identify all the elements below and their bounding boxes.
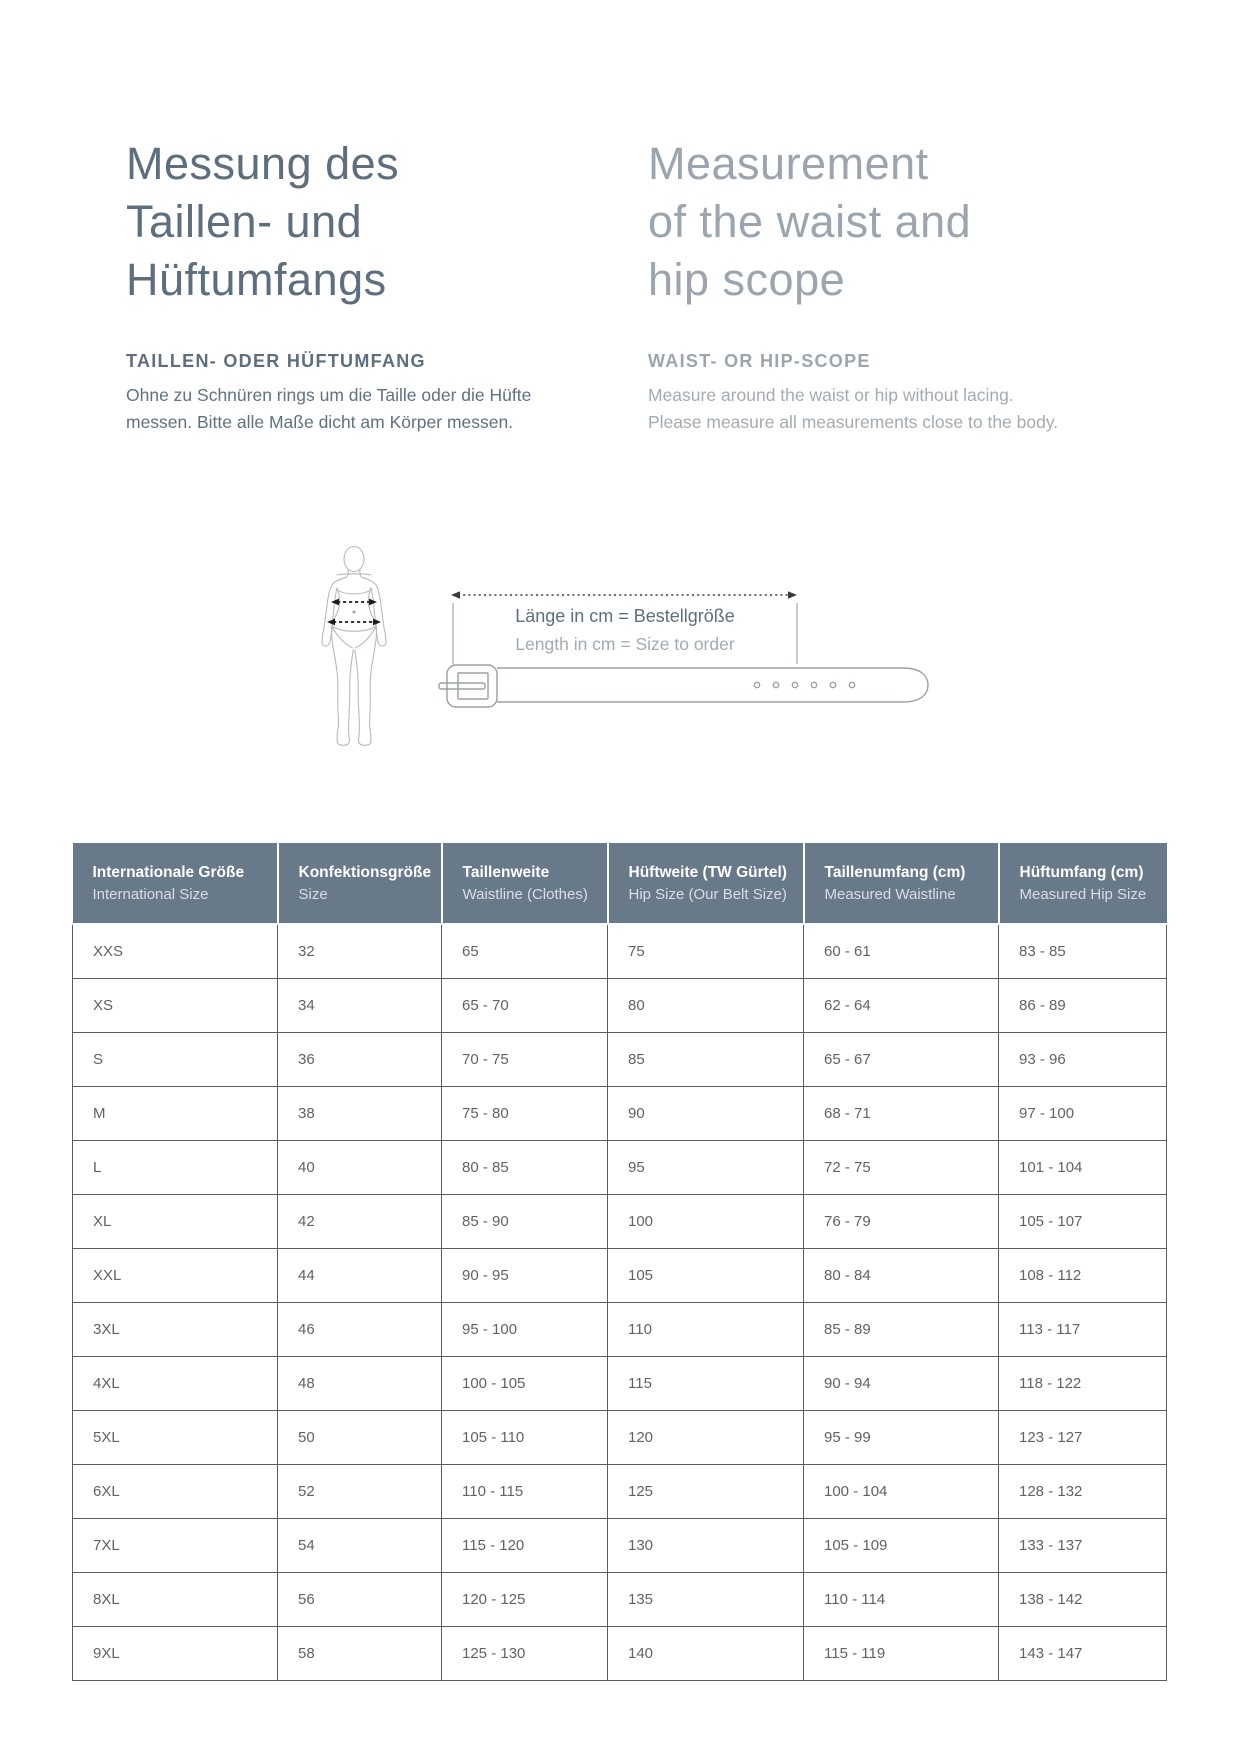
table-cell: 113 - 117	[999, 1303, 1167, 1357]
table-cell: 54	[278, 1519, 442, 1573]
table-cell: 48	[278, 1357, 442, 1411]
table-cell: 38	[278, 1087, 442, 1141]
table-cell: 133 - 137	[999, 1519, 1167, 1573]
table-cell: 6XL	[73, 1465, 278, 1519]
table-cell: 3XL	[73, 1303, 278, 1357]
table-cell: 110 - 115	[442, 1465, 608, 1519]
table-row	[73, 1573, 1167, 1627]
table-cell: 115 - 120	[442, 1519, 608, 1573]
subtitle-de: TAILLEN- ODER HÜFTUMFANG	[126, 351, 426, 371]
table-row	[73, 1195, 1167, 1249]
intro-english	[648, 135, 1118, 436]
page-title-en	[648, 135, 1118, 309]
table-cell: 85 - 89	[804, 1303, 999, 1357]
title-line: of the waist and	[648, 196, 972, 247]
table-cell: 138 - 142	[999, 1573, 1167, 1627]
body-line: Please measure all measurements close to the body.	[648, 412, 1059, 432]
table-cell: 65 - 70	[442, 979, 608, 1033]
belt-label-en: Length in cm = Size to order	[515, 634, 735, 654]
size-table	[72, 843, 1167, 1681]
title-line: Measurement	[648, 138, 929, 189]
table-cell: 85 - 90	[442, 1195, 608, 1249]
table-cell: 40	[278, 1141, 442, 1195]
intro-german	[126, 135, 596, 436]
table-cell: 101 - 104	[999, 1141, 1167, 1195]
table-cell: 46	[278, 1303, 442, 1357]
table-row	[73, 1465, 1167, 1519]
table-cell: 90 - 95	[442, 1249, 608, 1303]
table-cell: 105	[608, 1249, 804, 1303]
table-cell: 125	[608, 1465, 804, 1519]
table-cell: 32	[278, 924, 442, 979]
title-line: Taillen- und	[126, 196, 363, 247]
table-cell: 7XL	[73, 1519, 278, 1573]
table-cell: 62 - 64	[804, 979, 999, 1033]
table-cell: 86 - 89	[999, 979, 1167, 1033]
table-cell: S	[73, 1033, 278, 1087]
table-cell: 143 - 147	[999, 1627, 1167, 1681]
belt-label-de: Länge in cm = Bestellgröße	[515, 606, 735, 626]
table-cell: 60 - 61	[804, 924, 999, 979]
table-cell: 75 - 80	[442, 1087, 608, 1141]
table-cell: XXS	[73, 924, 278, 979]
table-cell: XL	[73, 1195, 278, 1249]
table-cell: 50	[278, 1411, 442, 1465]
title-line: Messung des	[126, 138, 400, 189]
header-cell-size: Konfektionsgröße Size	[278, 843, 442, 924]
body-text-en	[648, 382, 1118, 436]
table-cell: 56	[278, 1573, 442, 1627]
table-cell: 70 - 75	[442, 1033, 608, 1087]
table-cell: 34	[278, 979, 442, 1033]
title-line: hip scope	[648, 254, 846, 305]
table-cell: 83 - 85	[999, 924, 1167, 979]
page-title-de	[126, 135, 596, 309]
table-cell: 110	[608, 1303, 804, 1357]
table-cell: XS	[73, 979, 278, 1033]
table-cell: 110 - 114	[804, 1573, 999, 1627]
header-cell-measured-hip-size: Hüftumfang (cm) Measured Hip Size	[999, 843, 1167, 924]
table-cell: 100 - 105	[442, 1357, 608, 1411]
table-cell: 130	[608, 1519, 804, 1573]
table-cell: 105 - 107	[999, 1195, 1167, 1249]
table-cell: 8XL	[73, 1573, 278, 1627]
table-cell: 65	[442, 924, 608, 979]
table-cell: 85	[608, 1033, 804, 1087]
table-cell: 125 - 130	[442, 1627, 608, 1681]
title-line: Hüftumfangs	[126, 254, 387, 305]
table-row	[73, 1249, 1167, 1303]
table-header-row	[73, 843, 1167, 924]
table-row	[73, 1357, 1167, 1411]
table-cell: 140	[608, 1627, 804, 1681]
table-cell: 135	[608, 1573, 804, 1627]
table-row	[73, 1141, 1167, 1195]
table-cell: 80 - 85	[442, 1141, 608, 1195]
table-cell: 90 - 94	[804, 1357, 999, 1411]
table-cell: 90	[608, 1087, 804, 1141]
table-cell: L	[73, 1141, 278, 1195]
table-cell: 58	[278, 1627, 442, 1681]
table-cell: 95	[608, 1141, 804, 1195]
table-cell: 65 - 67	[804, 1033, 999, 1087]
header-cell-hip-size: Hüftweite (TW Gürtel) Hip Size (Our Belt Size)	[608, 843, 804, 924]
table-cell: 42	[278, 1195, 442, 1249]
header-cell-international-size: Internationale Größe International Size	[73, 843, 278, 924]
table-cell: 4XL	[73, 1357, 278, 1411]
table-cell: 100 - 104	[804, 1465, 999, 1519]
table-cell: XXL	[73, 1249, 278, 1303]
table-cell: 128 - 132	[999, 1465, 1167, 1519]
table-cell: 120 - 125	[442, 1573, 608, 1627]
hip-measure-arrow	[327, 619, 381, 626]
table-row	[73, 1411, 1167, 1465]
table-cell: 118 - 122	[999, 1357, 1167, 1411]
header-cell-waistline: Taillenweite Waistline (Clothes)	[442, 843, 608, 924]
waist-measure-arrow	[331, 599, 377, 606]
table-cell: 80	[608, 979, 804, 1033]
table-cell: 9XL	[73, 1627, 278, 1681]
table-cell: 100	[608, 1195, 804, 1249]
length-measure-arrow	[451, 591, 797, 599]
table-cell: 108 - 112	[999, 1249, 1167, 1303]
belt-buckle	[439, 665, 497, 707]
table-cell: 115 - 119	[804, 1627, 999, 1681]
table-row	[73, 979, 1167, 1033]
table-cell: 120	[608, 1411, 804, 1465]
table-cell: 80 - 84	[804, 1249, 999, 1303]
table-row	[73, 924, 1167, 979]
size-table-body	[73, 924, 1167, 1681]
table-cell: 123 - 127	[999, 1411, 1167, 1465]
body-line: messen. Bitte alle Maße dicht am Körper messen.	[126, 412, 514, 432]
table-cell: 93 - 96	[999, 1033, 1167, 1087]
table-cell: 72 - 75	[804, 1141, 999, 1195]
table-cell: 52	[278, 1465, 442, 1519]
table-cell: 115	[608, 1357, 804, 1411]
table-cell: 105 - 110	[442, 1411, 608, 1465]
body-line: Measure around the waist or hip without lacing.	[648, 385, 1014, 405]
table-row	[73, 1033, 1167, 1087]
table-cell: 105 - 109	[804, 1519, 999, 1573]
header-cell-measured-waistline: Taillenumfang (cm) Measured Waistline	[804, 843, 999, 924]
table-cell: 95 - 99	[804, 1411, 999, 1465]
female-figure-illustration	[306, 545, 402, 751]
body-text-de	[126, 382, 596, 436]
table-cell: 95 - 100	[442, 1303, 608, 1357]
table-cell: 68 - 71	[804, 1087, 999, 1141]
table-cell: 76 - 79	[804, 1195, 999, 1249]
subtitle-en: WAIST- OR HIP-SCOPE	[648, 351, 871, 371]
table-row	[73, 1519, 1167, 1573]
belt-strap	[497, 668, 928, 702]
table-row	[73, 1627, 1167, 1681]
table-row	[73, 1087, 1167, 1141]
table-cell: 97 - 100	[999, 1087, 1167, 1141]
table-row	[73, 1303, 1167, 1357]
table-cell: 44	[278, 1249, 442, 1303]
body-line: Ohne zu Schnüren rings um die Taille oder die Hüfte	[126, 385, 532, 405]
table-cell: 36	[278, 1033, 442, 1087]
table-cell: 75	[608, 924, 804, 979]
table-cell: M	[73, 1087, 278, 1141]
table-cell: 5XL	[73, 1411, 278, 1465]
